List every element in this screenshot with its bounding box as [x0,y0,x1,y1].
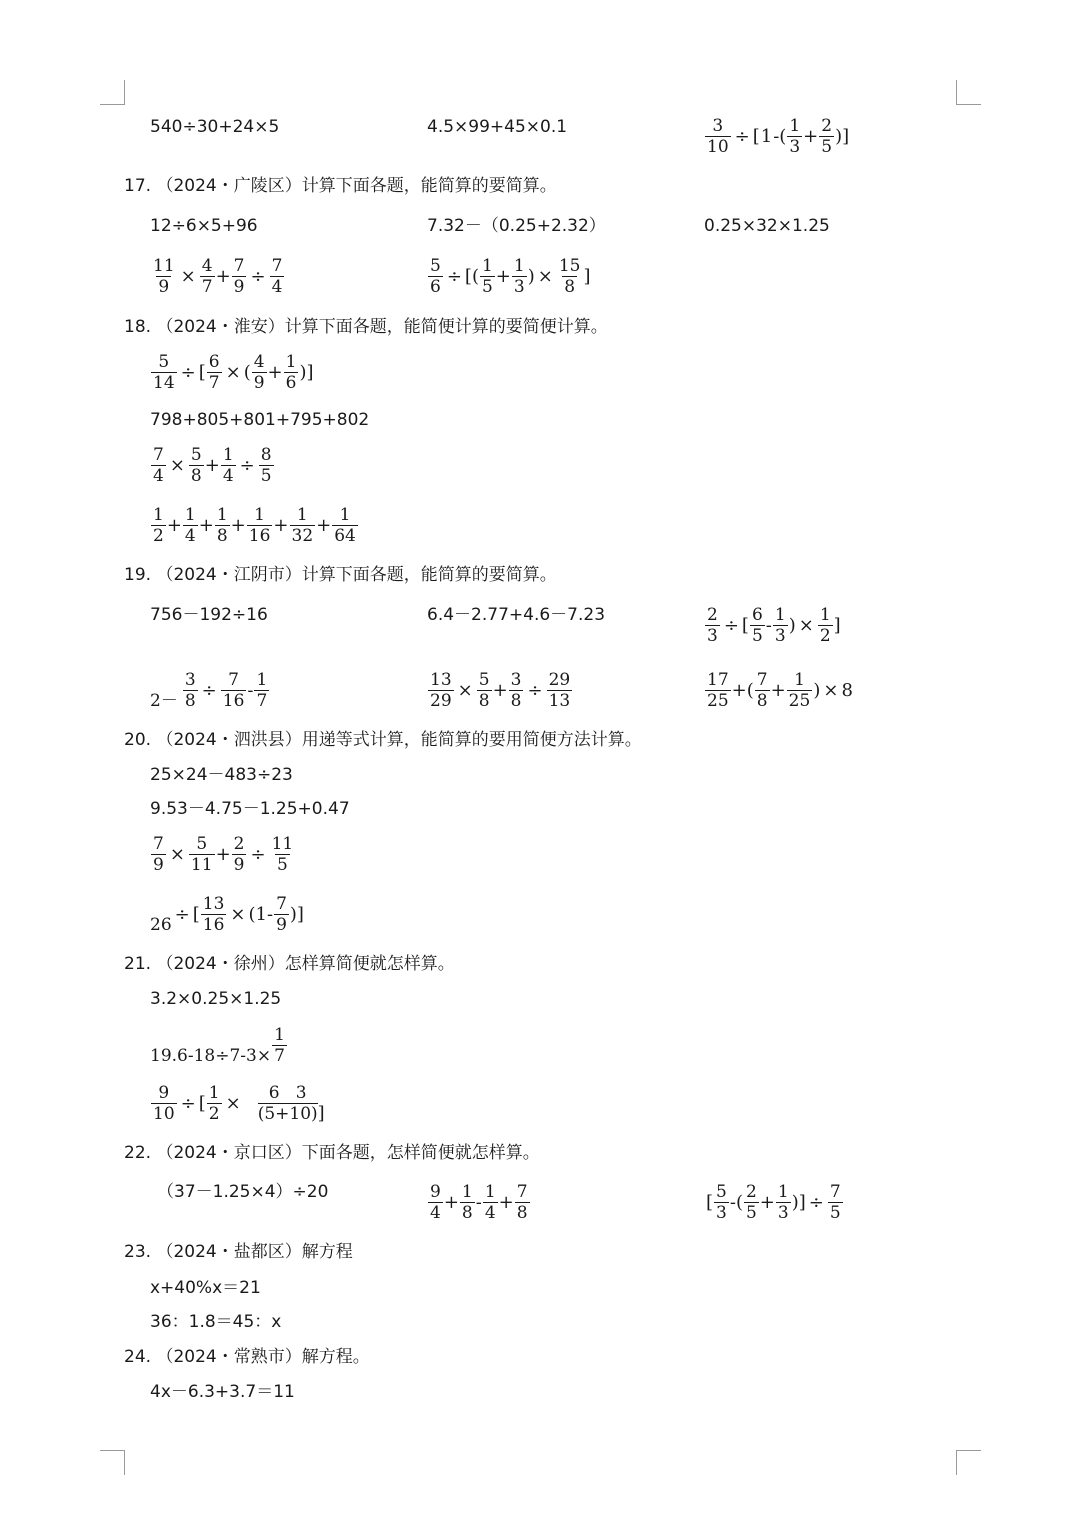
q17-expr-3: 0.25×32×1.25 [704,216,830,236]
q22-expr-2: 9 4 + 1 8 - 1 4 + 7 8 [430,1182,528,1223]
crop-mark-top-right [956,80,981,105]
q17-expr-2: 7.32－（0.25+2.32） [427,216,606,236]
q21-heading: 21. （2024・徐州）怎样算简便就怎样算。 [124,954,455,974]
q19-expr-1: 756－192÷16 [150,605,268,625]
q18-expr-1: $\frac{5}{14}$ ÷ [ $\frac{6}{7}$ × ( $\frac{4}{9}$ + 1 6 )] [153,352,314,393]
q21-expr-2: 19.6-18÷7-3× $\frac{1}{7}$ [150,1025,285,1066]
q17-heading: 17. （2024・广陵区）计算下面各题，能简算的要简算。 [124,176,557,196]
q21-expr-1: 3.2×0.25×1.25 [150,989,282,1009]
q19-expr-4: 2－ $\frac{3}{8}$ ÷ $\frac{7}{16}$ - 1 7 [150,670,268,711]
q20-expr-1: 25×24－483÷23 [150,765,293,785]
q22-heading: 22. （2024・京口区）下面各题，怎样简便就怎样算。 [124,1143,540,1163]
q20-expr-3: $\frac{7}{9}$ × $\frac{5}{11}$ + $\frac{2}{9}$ ÷ $\frac{11}{5}$ [153,834,294,875]
q18-heading: 18. （2024・淮安）计算下面各题，能简便计算的要简便计算。 [124,317,608,337]
q18-expr-3: $\frac{7}{4}$ × $\frac{5}{8}$ + $\frac{1}{4}$ ÷ $\frac{8}{5}$ [153,445,272,486]
expr-top-2: 4.5×99+45×0.1 [427,117,568,137]
q19-expr-2: 6.4－2.77+4.6－7.23 [427,605,606,625]
q19-expr-6: 17 25 +( 7 8 + $\frac{1}{25}$ ) × 8 [707,670,853,711]
q22-expr-1: （37－1.25×4）÷20 [157,1182,329,1202]
q20-heading: 20. （2024・泗洪县）用递等式计算，能简算的要用简便方法计算。 [124,730,642,750]
q24-heading: 24. （2024・常熟市）解方程。 [124,1347,370,1367]
q19-heading: 19. （2024・江阴市）计算下面各题，能简算的要简算。 [124,565,557,585]
q17-expr-5: $\frac{5}{6}$ ÷ [( $\frac{1}{5}$ + $\frac{1}{3}$ ) × $\frac{15}{8}$ ] [430,256,591,297]
q22-expr-3: [ 5 3 -( 2 5 + $\frac{1}{3}$ )] ÷ $\frac{7}{5}$ [706,1182,841,1223]
crop-mark-bottom-left [100,1450,125,1475]
q21-expr-3: $\frac{9}{10}$ ÷ [ $\frac{1}{2}$ × $\frac{6 3}{(5+10)}$ ] [153,1083,325,1124]
q24-expr-1: 4x－6.3+3.7＝11 [150,1382,295,1402]
q19-expr-3: $\frac{2}{3}$ ÷ [ $\frac{6}{5}$ - $\frac{1}{3}$ ) × $\frac{1}{2}$ ] [707,605,841,646]
q23-heading: 23. （2024・盐都区）解方程 [124,1242,353,1262]
q23-expr-2: 36：1.8＝45：x [150,1312,282,1332]
q19-expr-5: $\frac{13}{29}$ × $\frac{5}{8}$ + $\frac{3}{8}$ ÷ $\frac{29}{13}$ [430,670,571,711]
expr-top-3: $\frac{3}{10}$ ÷ [ 1 -( 1 3 + 2 5 )] [707,116,850,157]
crop-mark-top-left [100,80,125,105]
expr-top-1: 540÷30+24×5 [150,117,280,137]
q20-expr-2: 9.53－4.75－1.25+0.47 [150,799,350,819]
q18-expr-2: 798+805+801+795+802 [150,410,370,430]
q23-expr-1: x+40%x＝21 [150,1278,261,1298]
q20-expr-4: 26 ÷ [ $\frac{13}{16}$ × (1- $\frac{7}{9}$ )] [150,894,304,935]
q17-expr-4: $\frac{11}{9}$ × $\frac{4}{7}$ + $\frac{7}{9}$ ÷ $\frac{7}{4}$ [153,256,283,297]
q17-expr-1: 12÷6×5+96 [150,216,258,236]
crop-mark-bottom-right [956,1450,981,1475]
q18-expr-4: 1 2 + 1 4 + 1 8 + 1 16 + 1 32 + 1 64 [153,505,356,546]
